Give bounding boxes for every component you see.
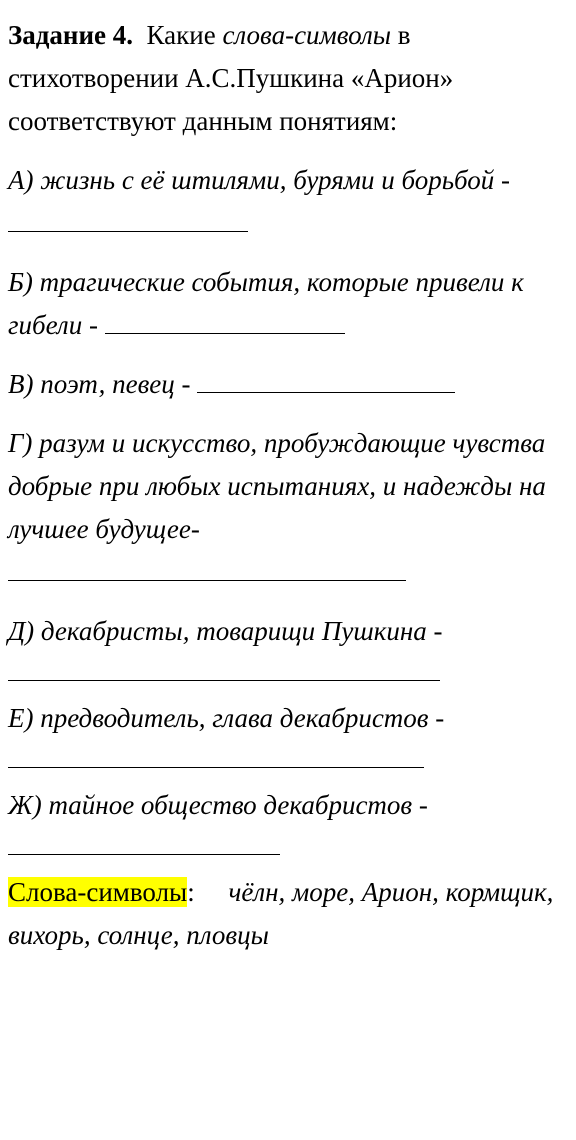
item-g: [8, 422, 568, 594]
task-text-after: в стихотворении А.С.Пушкина «Арион» соответствуют данным понятиям:: [8, 20, 454, 136]
item-d: [8, 610, 568, 653]
answer-blank-d[interactable]: [8, 653, 440, 681]
item-v: [8, 363, 568, 406]
answer-blank-g[interactable]: [8, 556, 406, 581]
task-text-before: Какие: [146, 20, 216, 50]
item-b-text: Б) трагические события, которые привели к гибели -: [8, 267, 524, 340]
task-number: Задание 4.: [8, 20, 134, 50]
item-g-text: Г) разум и искусство, пробуждающие чувства добрые при любых испытаниях, и надежды на лучшее будущее-: [8, 428, 546, 544]
item-v-text: В) поэт, певец -: [8, 369, 198, 399]
item-a: [8, 159, 568, 245]
answer-blank-b[interactable]: [105, 309, 345, 334]
item-zh: [8, 784, 568, 827]
item-e: [8, 697, 568, 740]
item-b: [8, 261, 568, 347]
worksheet: [8, 14, 568, 957]
answer-blank-e[interactable]: [8, 740, 424, 768]
answer-blank-v[interactable]: [197, 368, 455, 393]
item-zh-text: Ж) тайное общество декабристов -: [8, 790, 428, 820]
symbol-words-colon: :: [187, 877, 195, 907]
symbol-words-label: Слова-символы: [8, 877, 188, 907]
symbol-words-list: чёлн, море, Арион, кормщик, вихорь, солнце, пловцы: [8, 877, 554, 950]
answer-blank-zh[interactable]: [8, 827, 280, 855]
item-a-text: А) жизнь с её штилями, бурями и борьбой -: [8, 165, 510, 195]
item-d-text: Д) декабристы, товарищи Пушкина -: [8, 616, 443, 646]
task-italic-term: слова-символы: [222, 20, 392, 50]
task-statement: [8, 14, 568, 143]
answer-blank-a[interactable]: [8, 207, 248, 232]
item-e-text: Е) предводитель, глава декабристов -: [8, 703, 445, 733]
symbol-words: [8, 871, 568, 957]
